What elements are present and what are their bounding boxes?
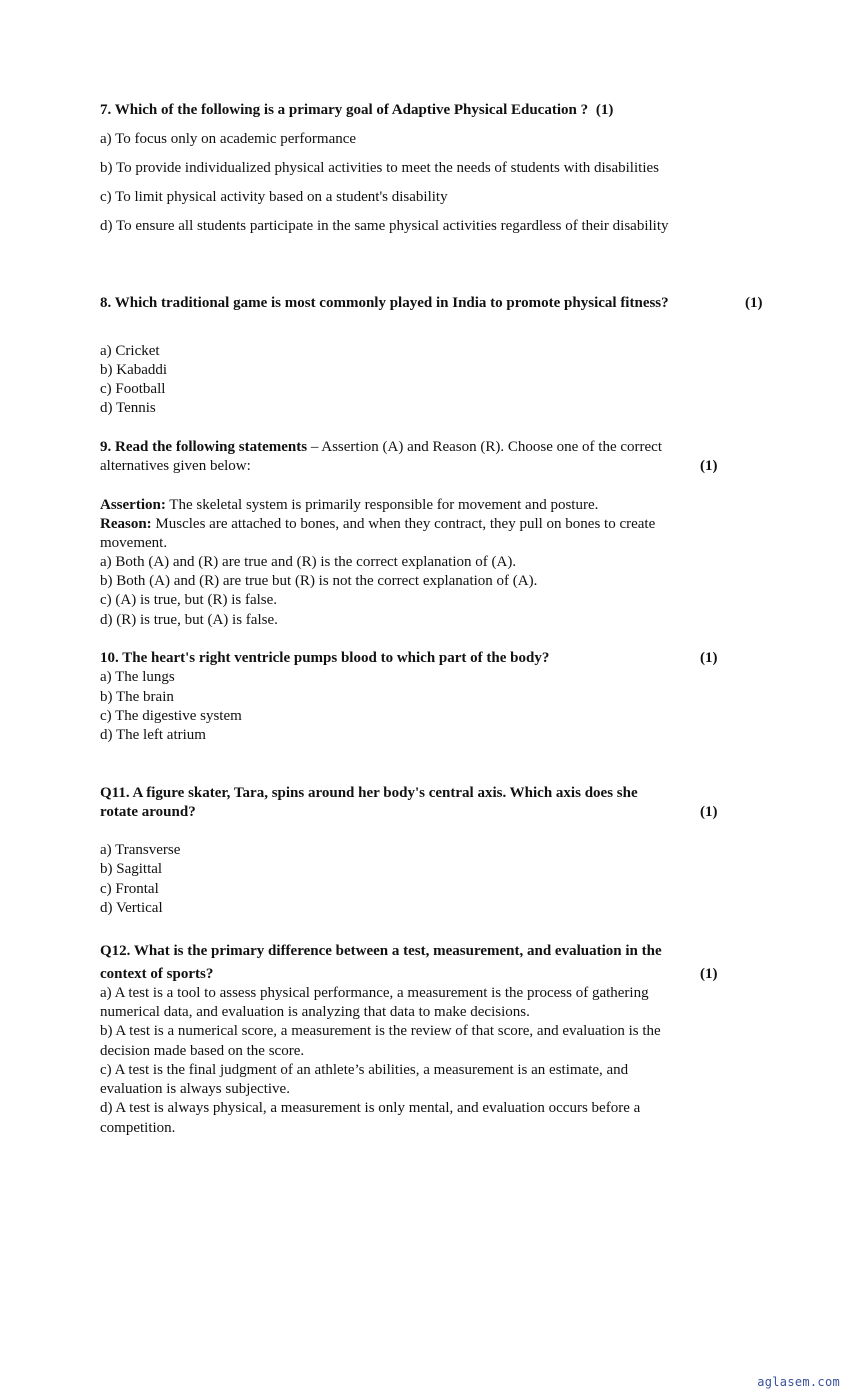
marks: (1) (745, 295, 763, 311)
option-b: b) Sagittal (100, 861, 163, 877)
question-8-title: 8. Which traditional game is most commonly played in India to promote physical fitness? (100, 295, 669, 311)
option-c: c) Football (100, 381, 166, 397)
question-9-title-cont: alternatives given below: (100, 458, 251, 474)
option-d: d) The left atrium (100, 727, 206, 743)
option-b: b) Kabaddi (100, 362, 168, 378)
marks: (1) (700, 804, 718, 820)
option-c-cont: evaluation is always subjective. (100, 1081, 290, 1097)
option-a-cont: numerical data, and evaluation is analyzing that data to make decisions. (100, 1004, 530, 1020)
reason-cont: movement. (100, 535, 168, 551)
option-a: a) Transverse (100, 842, 181, 858)
option-d-cont: competition. (100, 1120, 176, 1136)
question-11-title: Q11. A figure skater, Tara, spins around her body's central axis. Which axis does she (100, 785, 638, 801)
question-9-title: 9. Read the following statements – Assertion (A) and Reason (R). Choose one of the correct (100, 439, 662, 455)
marks: (1) (700, 966, 718, 982)
question-12-title-cont: context of sports? (100, 966, 214, 982)
option-a: a) A test is a tool to assess physical performance, a measurement is the process of gathering (100, 985, 649, 1001)
option-d: d) Vertical (100, 900, 163, 916)
option-d: d) A test is always physical, a measurement is only mental, and evaluation occurs before a (100, 1100, 641, 1116)
option-d: d) To ensure all students participate in the same physical activities regardless of their disability (100, 218, 669, 234)
option-b: b) To provide individualized physical activities to meet the needs of students with disabilities (100, 160, 659, 176)
option-b: b) Both (A) and (R) are true but (R) is not the correct explanation of (A). (100, 573, 538, 589)
option-a: a) The lungs (100, 669, 175, 685)
option-c: c) To limit physical activity based on a student's disability (100, 189, 448, 205)
option-b: b) A test is a numerical score, a measurement is the review of that score, and evaluation is the (100, 1023, 661, 1039)
option-c: c) (A) is true, but (R) is false. (100, 592, 278, 608)
option-c: c) The digestive system (100, 708, 242, 724)
question-11-title-cont: rotate around? (100, 804, 196, 820)
marks: (1) (595, 102, 614, 118)
question-7-title: 7. Which of the following is a primary goal of Adaptive Physical Education ? (1) (100, 102, 614, 118)
option-a: a) Cricket (100, 343, 160, 359)
option-d: d) (R) is true, but (A) is false. (100, 612, 278, 628)
option-d: d) Tennis (100, 400, 156, 416)
question-12-title: Q12. What is the primary difference between a test, measurement, and evaluation in the (100, 943, 662, 959)
option-c: c) A test is the final judgment of an athlete’s abilities, a measurement is an estimate, and (100, 1062, 629, 1078)
assertion: Assertion: The skeletal system is primarily responsible for movement and posture. (100, 497, 599, 513)
option-c: c) Frontal (100, 881, 159, 897)
option-b: b) The brain (100, 689, 174, 705)
marks: (1) (700, 650, 718, 666)
question-10-title: 10. The heart's right ventricle pumps blood to which part of the body? (100, 650, 550, 666)
watermark: aglasem.com (757, 1375, 840, 1389)
marks: (1) (700, 458, 718, 474)
option-a: a) Both (A) and (R) are true and (R) is the correct explanation of (A). (100, 554, 517, 570)
reason: Reason: Muscles are attached to bones, and when they contract, they pull on bones to create (100, 516, 656, 532)
option-a: a) To focus only on academic performance (100, 131, 357, 147)
option-b-cont: decision made based on the score. (100, 1043, 305, 1059)
